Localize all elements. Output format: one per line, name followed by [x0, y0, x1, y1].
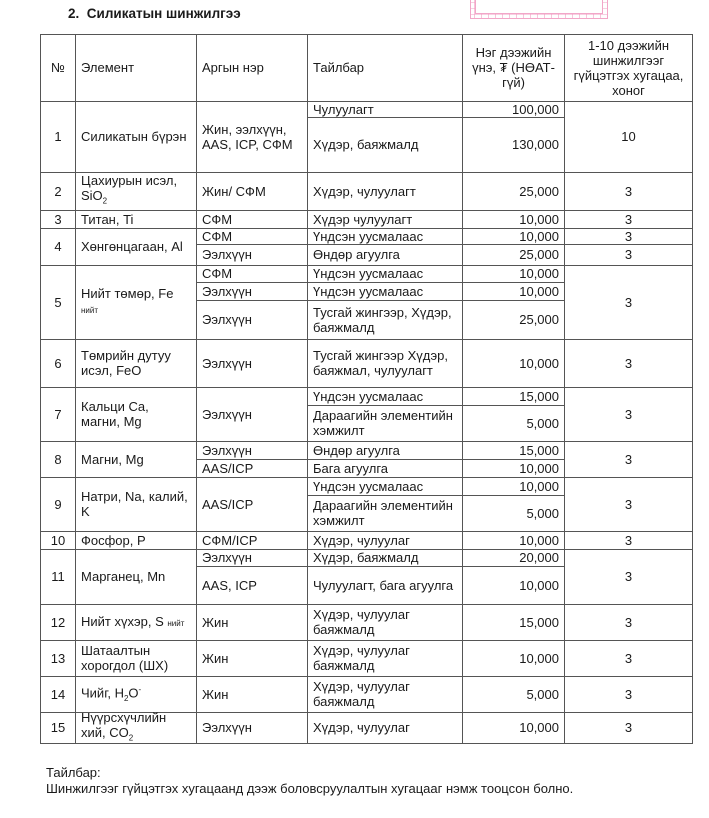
- element-name: [76, 477, 196, 531]
- description-text: Хүдэр, чулуулаг баяжмалд: [313, 643, 410, 673]
- price-text: 5,000: [526, 415, 559, 431]
- days: [565, 244, 692, 265]
- element-name-text: Титан, Ti: [81, 211, 134, 227]
- header-description-text: Тайлбар: [313, 60, 365, 75]
- description: [308, 117, 462, 172]
- element-name: [76, 210, 196, 228]
- row-number: [41, 549, 75, 604]
- element-name-text: Төмрийн дутуу исэл, FeO: [81, 348, 171, 378]
- days-text: 3: [624, 650, 633, 666]
- method-name: [197, 210, 307, 228]
- row-number: [41, 441, 75, 477]
- element-name-text: Магни, Mg: [81, 451, 144, 467]
- method-name-text: AAS/ICP: [202, 460, 254, 476]
- description-text: Хүдэр, чулуулагт: [313, 183, 416, 199]
- days-text: 3: [624, 211, 633, 227]
- method-name-text: СФМ/ICP: [202, 532, 258, 548]
- element-name: [76, 265, 196, 339]
- element-name-text: Фосфор, P: [81, 532, 146, 548]
- description-text: Үндсэн уусмалаас: [313, 478, 424, 494]
- element-name-text: Силикатын бүрэн: [81, 129, 187, 144]
- notes-text: Шинжилгээг гүйцэтгэх хугацаанд дээж боловсруулалтын хугацааг нэмж тооцсон болно.: [46, 781, 574, 796]
- grid-line: [196, 459, 307, 460]
- element-name-text: Хөнгөнцагаан, Al: [81, 239, 183, 254]
- row-number: [41, 228, 75, 265]
- description: [308, 405, 462, 441]
- price-text: 10,000: [519, 266, 559, 281]
- element-name: [76, 101, 196, 172]
- description: [308, 676, 462, 712]
- grid-line: [307, 495, 564, 496]
- days: [565, 210, 692, 228]
- notes: [46, 765, 573, 797]
- grid-line: [307, 282, 564, 283]
- price: [463, 477, 564, 495]
- element-name: [76, 676, 196, 712]
- description: [308, 300, 462, 339]
- row-number-text: 4: [54, 239, 62, 254]
- price: [463, 300, 564, 339]
- grid-line: [692, 34, 693, 744]
- method-name: [197, 282, 307, 300]
- method-name: [197, 676, 307, 712]
- description-text: Дараагийн элементийн хэмжилт: [313, 408, 453, 438]
- price-text: 25,000: [519, 247, 559, 262]
- description: [308, 339, 462, 387]
- method-name: [197, 640, 307, 676]
- header-method-text: Аргын нэр: [202, 60, 264, 75]
- price: [463, 712, 564, 743]
- method-name-text: AAS, ICP: [202, 577, 257, 593]
- description-text: Чулуулагт, бага агуулга: [313, 577, 454, 593]
- price-text: 5,000: [526, 505, 559, 521]
- days-text: 3: [624, 720, 633, 735]
- description: [308, 549, 462, 566]
- grid-line: [196, 566, 307, 567]
- days-text: 3: [624, 247, 633, 262]
- days: [565, 228, 692, 244]
- grid-line: [307, 300, 564, 301]
- price: [463, 676, 564, 712]
- price: [463, 549, 564, 566]
- row-number-text: 14: [50, 686, 66, 702]
- element-name: [76, 172, 196, 210]
- section-title-text: Силикатын шинжилгээ: [86, 6, 241, 21]
- price: [463, 265, 564, 282]
- element-name: [76, 339, 196, 387]
- method-name-text: Жин: [202, 650, 229, 666]
- description-text: Бага агуулга: [313, 460, 389, 476]
- price: [463, 604, 564, 640]
- price-text: 15,000: [519, 442, 559, 458]
- notes-label: Тайлбар:: [46, 765, 101, 780]
- days: [565, 265, 692, 339]
- description-text: Чулуулагт: [313, 101, 374, 117]
- description: [308, 566, 462, 604]
- grid-line: [564, 244, 692, 245]
- price-text: 5,000: [526, 686, 559, 702]
- header-method: [197, 34, 307, 101]
- description-text: Хүдэр чулуулагт: [313, 211, 413, 227]
- description: [308, 172, 462, 210]
- price: [463, 172, 564, 210]
- days-text: 10: [621, 129, 636, 144]
- method-name: [197, 477, 307, 531]
- days: [565, 101, 692, 172]
- description-text: Үндсэн уусмалаас: [313, 228, 424, 244]
- element-name-text: Нийт төмөр, Fe нийт: [81, 286, 174, 315]
- days-text: 3: [624, 355, 633, 371]
- description: [308, 387, 462, 405]
- price-text: 10,000: [519, 577, 559, 593]
- days-text: 3: [624, 496, 633, 512]
- method-name-text: СФМ: [202, 211, 233, 227]
- price: [463, 566, 564, 604]
- header-no: [41, 34, 75, 101]
- method-name-text: Ээлхүүн: [202, 442, 252, 458]
- price-text: 20,000: [519, 550, 559, 565]
- price: [463, 244, 564, 265]
- description: [308, 441, 462, 459]
- method-name: [197, 265, 307, 282]
- method-name-text: Ээлхүүн: [202, 247, 252, 262]
- grid-line: [307, 244, 564, 245]
- method-name-text: Жин, ээлхүүн, AAS, ICP, СФМ: [202, 121, 293, 152]
- price-text: 10,000: [519, 532, 559, 548]
- price-text: 10,000: [519, 283, 559, 299]
- description-text: Үндсэн уусмалаас: [313, 283, 424, 299]
- days: [565, 441, 692, 477]
- description-text: Өндөр агуулга: [313, 442, 400, 458]
- description: [308, 459, 462, 477]
- description: [308, 531, 462, 549]
- grid-line: [196, 244, 307, 245]
- days: [565, 387, 692, 441]
- method-name: [197, 339, 307, 387]
- price: [463, 640, 564, 676]
- price: [463, 210, 564, 228]
- grid-line: [196, 300, 307, 301]
- row-number: [41, 172, 75, 210]
- description: [308, 101, 462, 117]
- row-number-text: 12: [50, 614, 66, 630]
- section-number: 2.: [68, 6, 80, 21]
- method-name: [197, 441, 307, 459]
- section-title: [68, 6, 241, 21]
- element-name-text: Марганец, Mn: [81, 569, 166, 584]
- element-name-text: Нүүрсхүчлийн хий, $CO_2$: [81, 709, 167, 743]
- method-name-text: Жин: [202, 614, 229, 630]
- days-text: 3: [624, 406, 633, 422]
- price: [463, 495, 564, 531]
- price-text: 15,000: [519, 388, 559, 404]
- method-name: [197, 712, 307, 743]
- days: [565, 339, 692, 387]
- grid-line: [307, 566, 564, 567]
- header-price-text: Нэг дээжийн үнэ, ₮ (НӨАТ-гүй): [472, 45, 555, 90]
- days: [565, 477, 692, 531]
- element-name-text: Шатаалтын хорогдол (ШХ): [81, 643, 169, 673]
- header-element: [76, 34, 196, 101]
- days-text: 3: [624, 228, 633, 244]
- price: [463, 339, 564, 387]
- method-name-text: Жин/ СФМ: [202, 183, 266, 199]
- element-name: [76, 640, 196, 676]
- price-table: [40, 34, 692, 744]
- description: [308, 210, 462, 228]
- description-text: Өндөр агуулга: [313, 247, 400, 262]
- days-text: 3: [624, 451, 633, 467]
- method-name-text: Ээлхүүн: [202, 550, 252, 565]
- price: [463, 531, 564, 549]
- method-name: [197, 172, 307, 210]
- days: [565, 531, 692, 549]
- method-name: [197, 300, 307, 339]
- price-text: 25,000: [519, 183, 559, 199]
- row-number: [41, 387, 75, 441]
- row-number: [41, 531, 75, 549]
- header-no-text: №: [51, 60, 65, 75]
- method-name: [197, 459, 307, 477]
- element-name-text: Натри, Na, калий, K: [81, 489, 188, 519]
- header-description: [308, 34, 462, 101]
- days: [565, 549, 692, 604]
- row-number-text: 3: [54, 211, 62, 227]
- row-number-text: 7: [54, 406, 62, 422]
- element-name: [76, 549, 196, 604]
- element-name: [76, 441, 196, 477]
- description: [308, 495, 462, 531]
- price-text: 10,000: [519, 460, 559, 476]
- header-days: [565, 34, 692, 101]
- method-name-text: Ээлхүүн: [202, 312, 252, 327]
- price-text: 100,000: [512, 101, 559, 117]
- element-name-text: Нийт хүхэр, S нийт: [81, 613, 185, 629]
- element-name: [76, 604, 196, 640]
- description: [308, 477, 462, 495]
- days: [565, 604, 692, 640]
- price: [463, 117, 564, 172]
- method-name: [197, 531, 307, 549]
- row-number-text: 10: [50, 532, 66, 548]
- row-number-text: 1: [54, 129, 62, 144]
- row-number-text: 11: [51, 569, 65, 584]
- method-name-text: СФМ: [202, 266, 233, 281]
- description-text: Тусгай жингээр, Хүдэр, баяжмалд: [313, 304, 452, 335]
- element-name-text: Чийг, $H_2O^-$: [81, 685, 142, 703]
- description: [308, 228, 462, 244]
- description-text: Хүдэр, чулуулаг: [313, 532, 410, 548]
- method-name-text: Ээлхүүн: [202, 355, 252, 371]
- row-number: [41, 265, 75, 339]
- element-name-text: Цахиурын исэл, SiO$_2$: [81, 173, 178, 206]
- row-number-text: 8: [54, 451, 62, 467]
- row-number: [41, 712, 75, 743]
- method-name: [197, 566, 307, 604]
- price-text: 25,000: [519, 312, 559, 327]
- price-text: 130,000: [512, 137, 559, 152]
- row-number: [41, 604, 75, 640]
- method-name-text: AAS/ICP: [202, 496, 254, 512]
- days: [565, 172, 692, 210]
- official-stamp: [470, 0, 608, 19]
- description-text: Хүдэр, баяжмалд: [313, 550, 419, 565]
- row-number-text: 2: [54, 183, 62, 199]
- row-number: [41, 640, 75, 676]
- method-name: [197, 101, 307, 172]
- price: [463, 405, 564, 441]
- price: [463, 441, 564, 459]
- description-text: Дараагийн элементийн хэмжилт: [313, 498, 453, 528]
- price-text: 10,000: [519, 211, 559, 227]
- description-text: Тусгай жингээр Хүдэр, баяжмал, чулуулагт: [313, 348, 448, 378]
- row-number: [41, 676, 75, 712]
- price-text: 10,000: [519, 478, 559, 494]
- element-name: [76, 387, 196, 441]
- element-name: [76, 709, 196, 743]
- row-number: [41, 210, 75, 228]
- grid-line: [307, 405, 564, 406]
- row-number-text: 5: [54, 294, 62, 310]
- row-number: [41, 101, 75, 172]
- element-name: [76, 531, 196, 549]
- row-number-text: 15: [50, 720, 66, 735]
- method-name: [197, 228, 307, 244]
- days-text: 3: [624, 183, 633, 199]
- days: [565, 640, 692, 676]
- price-text: 10,000: [519, 720, 559, 735]
- days-text: 3: [624, 294, 633, 310]
- description-text: Хүдэр, чулуулаг баяжмалд: [313, 607, 410, 637]
- price: [463, 101, 564, 117]
- description-text: Хүдэр, чулуулаг: [313, 720, 410, 735]
- description: [308, 265, 462, 282]
- row-number: [41, 477, 75, 531]
- grid-line: [307, 459, 564, 460]
- description-text: Үндсэн уусмалаас: [313, 266, 424, 281]
- price: [463, 459, 564, 477]
- description-text: Хүдэр, чулуулаг баяжмалд: [313, 679, 410, 709]
- method-name: [197, 604, 307, 640]
- element-name: [76, 228, 196, 265]
- days-text: 3: [624, 686, 633, 702]
- header-price: [463, 34, 564, 101]
- description: [308, 712, 462, 743]
- price: [463, 387, 564, 405]
- price: [463, 282, 564, 300]
- method-name-text: Ээлхүүн: [202, 283, 252, 299]
- method-name-text: Ээлхүүн: [202, 406, 252, 422]
- price-text: 10,000: [519, 355, 559, 371]
- method-name: [197, 244, 307, 265]
- row-number-text: 6: [54, 355, 62, 371]
- grid-line: [196, 282, 307, 283]
- price: [463, 228, 564, 244]
- description-text: Хүдэр, баяжмалд: [313, 137, 419, 152]
- row-number-text: 13: [50, 650, 66, 666]
- method-name-text: Ээлхүүн: [202, 720, 252, 735]
- method-name-text: Жин: [202, 686, 229, 702]
- days: [565, 712, 692, 743]
- header-days-text: 1-10 дээжийн шинжилгээг гүйцэтгэх хугацаа, хоног: [573, 37, 684, 98]
- days-text: 3: [624, 532, 633, 548]
- method-name: [197, 549, 307, 566]
- description: [308, 640, 462, 676]
- price-text: 10,000: [519, 650, 559, 666]
- price-text: 15,000: [519, 614, 559, 630]
- description: [308, 282, 462, 300]
- price-text: 10,000: [519, 228, 559, 244]
- description-text: Үндсэн уусмалаас: [313, 388, 424, 404]
- row-number: [41, 339, 75, 387]
- description: [308, 244, 462, 265]
- header-element-text: Элемент: [81, 60, 135, 75]
- days-text: 3: [624, 614, 633, 630]
- grid-line: [307, 117, 564, 118]
- row-number-text: 9: [54, 496, 62, 512]
- element-name-text: Кальци Ca, магни, Mg: [81, 399, 149, 429]
- method-name: [197, 387, 307, 441]
- days: [565, 676, 692, 712]
- days-text: 3: [624, 569, 633, 584]
- method-name-text: СФМ: [202, 228, 233, 244]
- description: [308, 604, 462, 640]
